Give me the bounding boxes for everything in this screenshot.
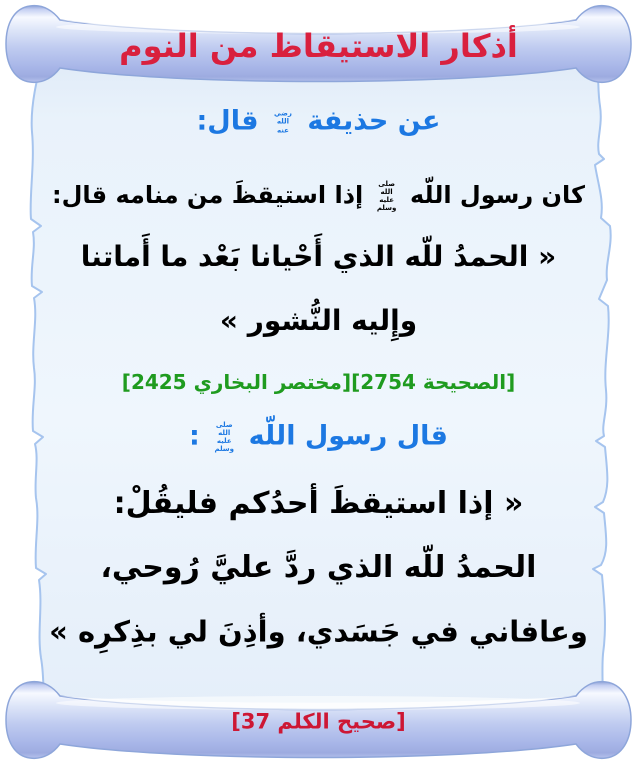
- hadith2-text-line3: وعافاني في جَسَدي، وأذِنَ لي بذِكرِه »: [49, 614, 588, 649]
- page-title: أذكار الاستيقاظ من النوم: [119, 27, 518, 65]
- hadith1-intro-line: [44, 180, 593, 212]
- speaker-post: :: [189, 420, 200, 452]
- hadith1-text-line2: وإِليه النُّشور »: [219, 304, 418, 337]
- hadith2-text-line1: « إذا استيقظَ أحدُكم فليقُلْ:: [113, 486, 524, 521]
- narrator-line: [44, 105, 593, 137]
- speaker-pre: قال رسول اللّه: [248, 420, 448, 452]
- sallallahu-alayhi-wasallam-honorific-icon: صلى الله عليه وسلم: [214, 420, 235, 454]
- narrator-post: قال:: [196, 105, 259, 137]
- radiallahu-anhu-honorific-icon: رضي الله عنه: [273, 109, 292, 135]
- hadith1-reference: [الصحيحة 2754][مختصر البخاري 2425]: [121, 370, 516, 394]
- speaker-line: [44, 421, 593, 453]
- sallallahu-alayhi-wasallam-honorific-icon: صلى الله عليه وسلم: [376, 179, 397, 213]
- intro-post: إذا استيقظَ من منامه قال:: [51, 181, 364, 209]
- hadith1-text-line1: « الحمدُ للّه الذي أَحْيانا بَعْد ما أَماتنا: [80, 240, 557, 273]
- hadith2-reference: [صحيح الكلم 37]: [231, 709, 406, 734]
- narrator-pre: عن حذيفة: [307, 105, 441, 137]
- intro-pre: كان رسول اللّه: [409, 181, 586, 209]
- hadith2-text-line2: الحمدُ للّه الذي ردَّ عليَّ رُوحي،: [100, 550, 537, 585]
